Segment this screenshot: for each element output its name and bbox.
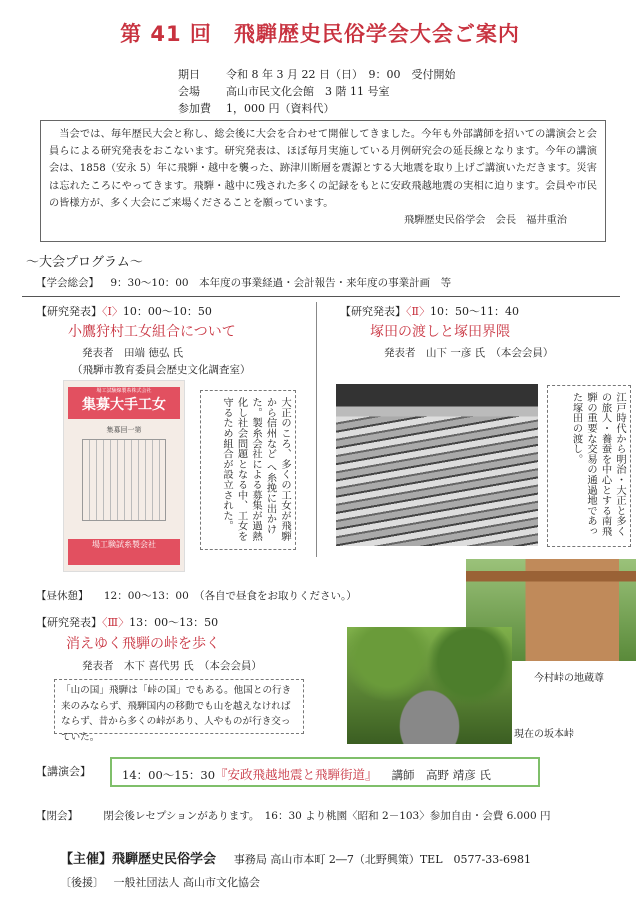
divider-vertical bbox=[316, 302, 317, 557]
poster-bottom-banner: 場工験試糸製会社 bbox=[68, 539, 180, 565]
pres3-number: 〈Ⅲ〉 bbox=[102, 616, 130, 629]
date-value: 令和 8 年 3 月 22 日（日） 9：00 受付開始 bbox=[226, 68, 456, 81]
venue-label: 会場 bbox=[178, 85, 200, 98]
lunch-text: 12：00～13：00 （各自で昼食をお取りください。） bbox=[103, 590, 357, 602]
pres2-note: 江戸時代から明治・大正と多くの旅人・養蚕を中心とする南飛騨の重要な交易の通過地であった塚田の渡し。 bbox=[547, 385, 631, 547]
closing-label: 【閉会】 bbox=[36, 810, 78, 822]
poster-body bbox=[72, 425, 176, 525]
support-name: 一般社団法人 高山市文化協会 bbox=[113, 876, 260, 889]
pres1-number: 〈Ⅰ〉 bbox=[102, 305, 123, 318]
program-heading: ～大会プログラム～ bbox=[26, 255, 143, 270]
recruitment-poster-image bbox=[63, 380, 185, 572]
poster-top-big: 集募大手工女 bbox=[82, 397, 166, 413]
closing-text: 閉会後レセプションがあります。 16：30 より桃園〈昭和 2－103〉参加自由・会費 6.000 円 bbox=[103, 810, 551, 822]
poster-top-banner bbox=[68, 387, 180, 419]
event-info bbox=[178, 66, 455, 117]
intro-signature: 飛騨歴史民俗学会 会長 福井重治 bbox=[404, 215, 567, 227]
fee-value: 1，000 円（資料代） bbox=[226, 102, 335, 115]
host-row bbox=[60, 848, 531, 867]
date-label: 期日 bbox=[178, 68, 200, 81]
pres1-header bbox=[36, 303, 212, 319]
pres3-note: 「山の国」飛騨は「峠の国」でもある。他国との行き来のみならず、飛騨国内の移動でも山を越えなければならず、昔から多くの峠があり、人やものが行き交っていた。 bbox=[54, 679, 304, 734]
pres1-label: 【研究発表】 bbox=[36, 305, 102, 318]
pres1-note: 大正のころ、多くの工女が飛騨から信州など へ糸挽に出かけた。製糸会社による募集が過熱化し社会問題となる中、工女を守るため組合が設立された。 bbox=[200, 390, 296, 550]
fee-label: 参加費 bbox=[178, 102, 211, 115]
poster-mid-head: 集募回一第 bbox=[106, 426, 142, 434]
pres2-header bbox=[340, 303, 519, 319]
intro-box bbox=[40, 120, 606, 242]
pres3-time: 13：00～13：50 bbox=[129, 616, 219, 629]
pres3-title: 消えゆく飛騨の峠を歩く bbox=[66, 636, 220, 652]
host-name: 飛騨歴史民俗学会 bbox=[112, 852, 217, 867]
general-meeting-row bbox=[36, 275, 451, 290]
pres1-presenter: 発表者 田端 徳弘 氏 bbox=[82, 347, 184, 359]
tsukada-ferry-photo bbox=[336, 384, 538, 546]
venue-value: 高山市民文化会館 3 階 11 号室 bbox=[226, 85, 390, 98]
pres2-title: 塚田の渡しと塚田界隈 bbox=[370, 324, 510, 340]
lecture-title: 『安政飛越地震と飛騨街道』 bbox=[215, 767, 378, 782]
pres3-label: 【研究発表】 bbox=[36, 616, 102, 629]
divider-horizontal bbox=[22, 296, 620, 297]
lunch-row bbox=[36, 588, 357, 603]
closing-row bbox=[36, 808, 550, 823]
poster-top-small: 場工試験線製糸株式会社 bbox=[96, 388, 152, 394]
pres2-presenter: 発表者 山下 一彦 氏 （本会会員） bbox=[384, 347, 554, 359]
general-text: 9：30～10：00 本年度の事業経過・会計報告・来年度の事業計画 等 bbox=[110, 277, 452, 289]
pres1-affiliation: （飛騨市教育委員会歴史文化調査室） bbox=[72, 364, 251, 376]
lecture-box bbox=[110, 757, 540, 787]
pres1-time: 10：00～10：50 bbox=[122, 305, 212, 318]
host-label: 【主催】 bbox=[60, 852, 113, 867]
office-contact: 事務局 高山市本町 2―7（北野興策）TEL 0577-33-6981 bbox=[233, 853, 531, 866]
intro-text: 当会では、毎年歴民大会と称し、総会後に大会を合わせて開催してきました。今年も外部講師を招いての講演会と会員らによる研究発表をおこないます。研究発表は、ほぼ毎月実施している月例研究会の延長線となります。今年の講演会は、1858（安永 5）年に飛騨・越中を襲った、跡津川断層を震源とする大地震を取り上げご講演いただきます。災害は忘れたころにやってきます。飛騨・越中に残された多くの記録をもとに安政飛越地震の実相に迫ります。会員や市民の皆様方が、多く大会にご来場くださることを願っています。 bbox=[49, 129, 597, 209]
path-caption: 現在の坂本峠 bbox=[514, 729, 574, 740]
general-label: 【学会総会】 bbox=[36, 277, 99, 289]
lecture-label: 【講演会】 bbox=[36, 765, 91, 778]
page-title: 第 41 回 飛騨歴史民俗学会大会ご案内 bbox=[120, 22, 520, 46]
lecture-speaker: 講師 高野 靖彦 氏 bbox=[391, 768, 491, 782]
shrine-caption: 今村峠の地蔵尊 bbox=[534, 673, 604, 684]
poster-grid bbox=[82, 439, 166, 521]
support-row bbox=[60, 874, 260, 890]
pres1-title: 小鷹狩村工女組合について bbox=[68, 324, 236, 340]
pres3-header bbox=[36, 614, 218, 630]
support-label: 〔後援〕 bbox=[60, 876, 104, 889]
pres2-number: 〈Ⅱ〉 bbox=[406, 305, 430, 318]
mountain-pass-photo bbox=[347, 627, 512, 744]
lunch-label: 【昼休憩】 bbox=[36, 590, 89, 602]
pres2-label: 【研究発表】 bbox=[340, 305, 406, 318]
pres2-time: 10：50～11：40 bbox=[429, 305, 519, 318]
lecture-time: 14：00～15：30 bbox=[122, 768, 216, 782]
pres3-presenter: 発表者 木下 喜代男 氏 （本会会員） bbox=[82, 660, 262, 672]
